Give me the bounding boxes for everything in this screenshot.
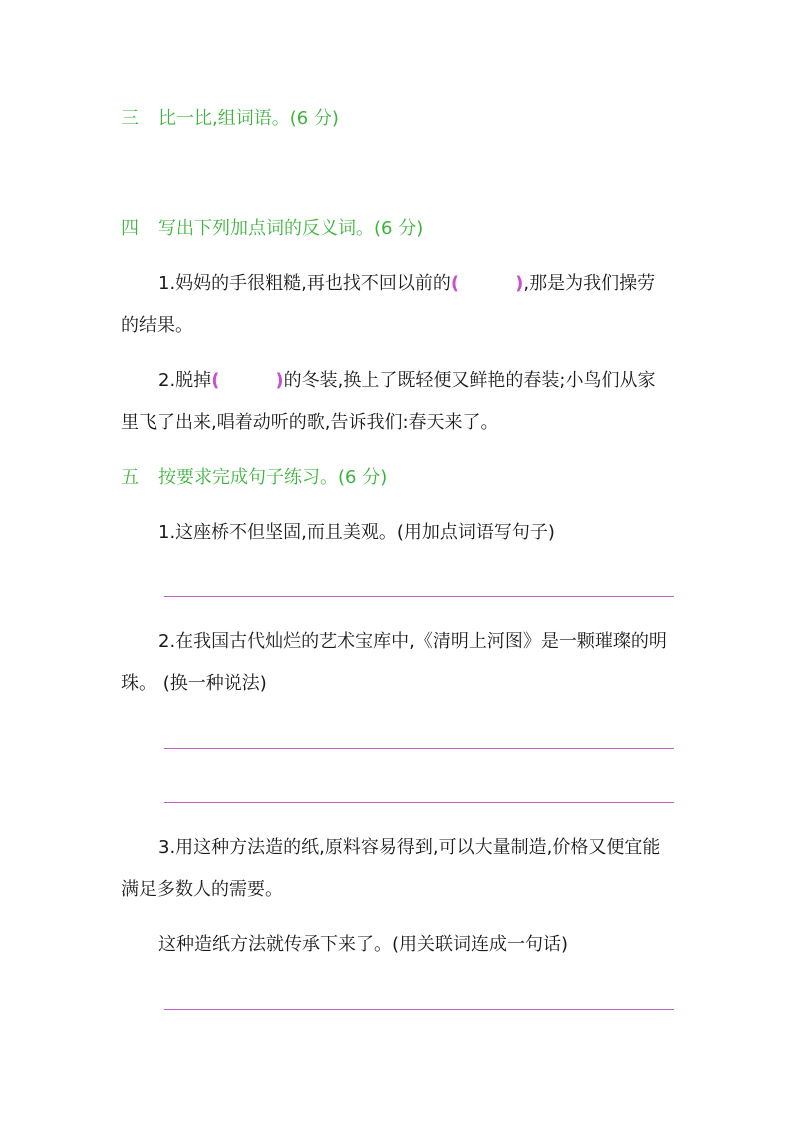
section-5-number: 五	[121, 467, 139, 488]
section-5-question-1: 1.这座桥不但坚固,而且美观。(用加点词语写句子)	[158, 522, 555, 543]
section-5-heading	[121, 466, 387, 490]
question-text: 1.妈妈的手很粗糙,再也找不回以前的	[158, 273, 451, 294]
section-4-question-1-continued: 的结果。	[121, 315, 193, 336]
answer-blank-open-paren: (	[450, 273, 460, 294]
answer-line-q1[interactable]	[164, 596, 674, 597]
section-4-title: 写出下列加点词的反义词。(6 分)	[158, 218, 424, 239]
answer-blank-close-paren: )	[515, 273, 524, 294]
question-text: 2.脱掉	[158, 370, 212, 391]
question-text: 的冬装,换上了既轻便又鲜艳的春装;小鸟们从家	[283, 370, 656, 391]
section-5-question-2: 2.在我国古代灿烂的艺术宝库中,《清明上河图》是一颗璀璨的明	[158, 631, 667, 652]
answer-blank-close-paren: )	[275, 370, 284, 391]
section-3-title: 比一比,组词语。(6 分)	[158, 108, 339, 129]
question-text: ,那是为我们操劳	[523, 273, 656, 294]
section-4-question-2	[158, 369, 655, 393]
section-4-number: 四	[121, 218, 139, 239]
section-5-question-3: 3.用这种方法造的纸,原料容易得到,可以大量制造,价格又便宜能	[158, 837, 661, 858]
answer-line-q2-b[interactable]	[164, 802, 674, 803]
section-3-heading	[121, 107, 339, 131]
section-3-number: 三	[121, 108, 139, 129]
section-5-question-3-instruction: 这种造纸方法就传承下来了。(用关联词连成一句话)	[158, 934, 569, 955]
answer-blank-open-paren: (	[211, 370, 220, 391]
section-4-question-2-continued: 里飞了出来,唱着动听的歌,告诉我们:春天来了。	[121, 412, 499, 433]
section-4-question-1	[158, 272, 655, 296]
section-5-title: 按要求完成句子练习。(6 分)	[158, 467, 388, 488]
section-5-question-2-continued: 珠。 (换一种说法)	[121, 673, 267, 694]
section-5-question-3-continued: 满足多数人的需要。	[121, 879, 283, 900]
section-4-heading	[121, 217, 423, 241]
answer-line-q2-a[interactable]	[164, 748, 674, 749]
answer-line-q3[interactable]	[164, 1009, 674, 1010]
